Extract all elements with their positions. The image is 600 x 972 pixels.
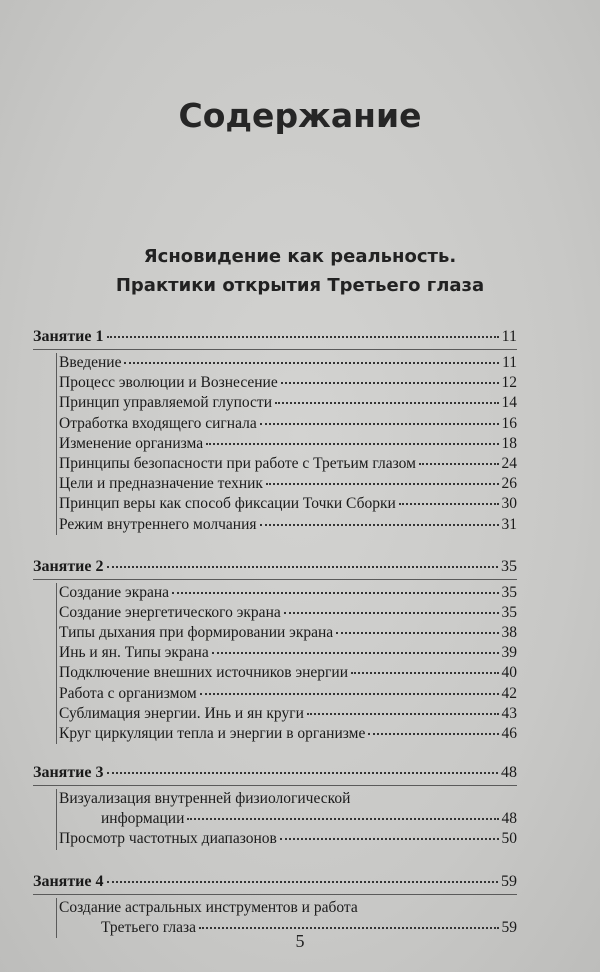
toc-entry (56, 684, 517, 704)
toc-entry (56, 643, 517, 663)
toc-section-heading (33, 557, 517, 580)
section-title: Занятие 2 (33, 557, 104, 575)
entry-title: Работа с организмом (59, 684, 197, 702)
entry-title: Режим внутреннего молчания (59, 515, 257, 533)
entry-title: Круг циркуляции тепла и энергии в организме (59, 725, 366, 742)
entry-title: Цели и предназначение техник (59, 475, 263, 493)
toc-entry (56, 474, 517, 494)
entry-title-continued: Третьего глаза (101, 918, 197, 936)
entry-page: 26 (501, 475, 517, 493)
section-spacer (33, 535, 517, 557)
entry-page: 40 (501, 664, 517, 682)
entry-page: 35 (501, 603, 517, 621)
toc-entry (56, 454, 517, 474)
entry-title: Подключение внешних источников энергии (59, 664, 348, 682)
subtitle-line-2: Практики открытия Третьего глаза (115, 275, 485, 296)
toc-entry (56, 393, 517, 413)
table-of-contents (33, 327, 517, 938)
entry-page: 31 (501, 515, 517, 533)
entry-title-continued: информации (101, 810, 185, 828)
entry-page: 48 (501, 810, 517, 828)
entry-page: 18 (501, 434, 517, 452)
entry-page: 12 (501, 374, 517, 392)
leader-dots (107, 880, 499, 883)
entry-title: Создание энергетического экрана (59, 603, 281, 621)
entry-title: Принцип управляемой глупости (59, 394, 272, 412)
toc-entry (56, 515, 517, 535)
page-title: Содержание (178, 96, 422, 135)
leader-dots (280, 837, 499, 840)
leader-dots (281, 381, 499, 384)
toc-entry (56, 704, 517, 724)
toc-entry (56, 494, 517, 514)
page-number: 5 (295, 931, 305, 951)
section-title: Занятие 4 (33, 872, 104, 890)
entry-page: 30 (501, 495, 517, 513)
entry-title: Изменение организма (59, 434, 204, 452)
toc-section-heading (33, 327, 517, 350)
toc-section-heading (33, 763, 517, 786)
leader-dots (206, 442, 498, 445)
entry-page: 50 (501, 830, 517, 848)
toc-entry (56, 373, 517, 393)
toc-entry (56, 623, 517, 643)
entry-page: 35 (501, 583, 517, 601)
section-spacer (33, 744, 517, 763)
leader-dots (284, 611, 499, 614)
entry-title: Типы дыхания при формировании экрана (59, 624, 334, 642)
leader-dots (260, 523, 499, 526)
leader-dots (107, 771, 499, 774)
leader-dots (368, 732, 498, 735)
subtitle-line-1: Ясновидение как реальность. (143, 246, 457, 267)
leader-dots (336, 631, 498, 634)
section-page: 35 (501, 557, 517, 575)
leader-dots (260, 422, 499, 425)
entry-title: Принципы безопасности при работе с Третьим глазом (59, 454, 416, 472)
entry-title: Принцип веры как способ фиксации Точки Сборки (59, 495, 396, 513)
entry-title: Сублимация энергии. Инь и ян круги (59, 704, 304, 722)
toc-entry (56, 829, 517, 849)
toc-entry (56, 583, 517, 603)
leader-dots (124, 361, 499, 364)
entry-page: 38 (501, 624, 517, 642)
leader-dots (212, 651, 499, 654)
entry-page: 46 (501, 725, 517, 742)
entry-title: Введение (59, 354, 122, 371)
section-page: 59 (501, 872, 517, 890)
section-page: 48 (501, 764, 517, 782)
entry-page: 59 (501, 918, 517, 936)
toc-entry-continuation (56, 809, 517, 829)
toc-entry (56, 414, 517, 434)
leader-dots (107, 335, 499, 338)
section-page: 11 (501, 328, 517, 345)
entry-page: 14 (501, 394, 517, 412)
entry-page: 16 (501, 414, 517, 432)
leader-dots (266, 482, 499, 485)
leader-dots (419, 462, 499, 465)
leader-dots (172, 591, 498, 594)
entry-page: 43 (501, 704, 517, 722)
entry-page: 11 (502, 354, 517, 371)
entry-title: Создание экрана (59, 583, 170, 601)
entry-page: 39 (501, 644, 517, 662)
leader-dots (107, 565, 499, 568)
entry-title: Отработка входящего сигнала (59, 414, 257, 432)
toc-entry-first-line: Создание астральных инструментов и работа (56, 898, 517, 918)
leader-dots (275, 401, 499, 404)
toc-entry-first-line: Визуализация внутренней физиологической (56, 789, 517, 809)
toc-entry (56, 663, 517, 683)
toc-entry (56, 434, 517, 454)
leader-dots (200, 692, 499, 695)
leader-dots (399, 502, 499, 505)
section-title: Занятие 3 (33, 764, 104, 782)
leader-dots (351, 671, 499, 674)
section-title: Занятие 1 (33, 328, 104, 345)
toc-section-heading (33, 872, 517, 895)
toc-entry (56, 603, 517, 623)
toc-entry (56, 724, 517, 744)
entry-title: Инь и ян. Типы экрана (59, 644, 209, 662)
section-spacer (33, 850, 517, 872)
entry-title: Процесс эволюции и Вознесение (59, 374, 278, 392)
entry-page: 42 (501, 684, 517, 702)
leader-dots (199, 926, 498, 929)
book-subtitle (0, 242, 600, 300)
entry-page: 24 (501, 454, 517, 472)
toc-entry (56, 353, 517, 373)
entry-title: Просмотр частотных диапазонов (59, 830, 277, 848)
leader-dots (187, 817, 498, 820)
leader-dots (307, 712, 499, 715)
